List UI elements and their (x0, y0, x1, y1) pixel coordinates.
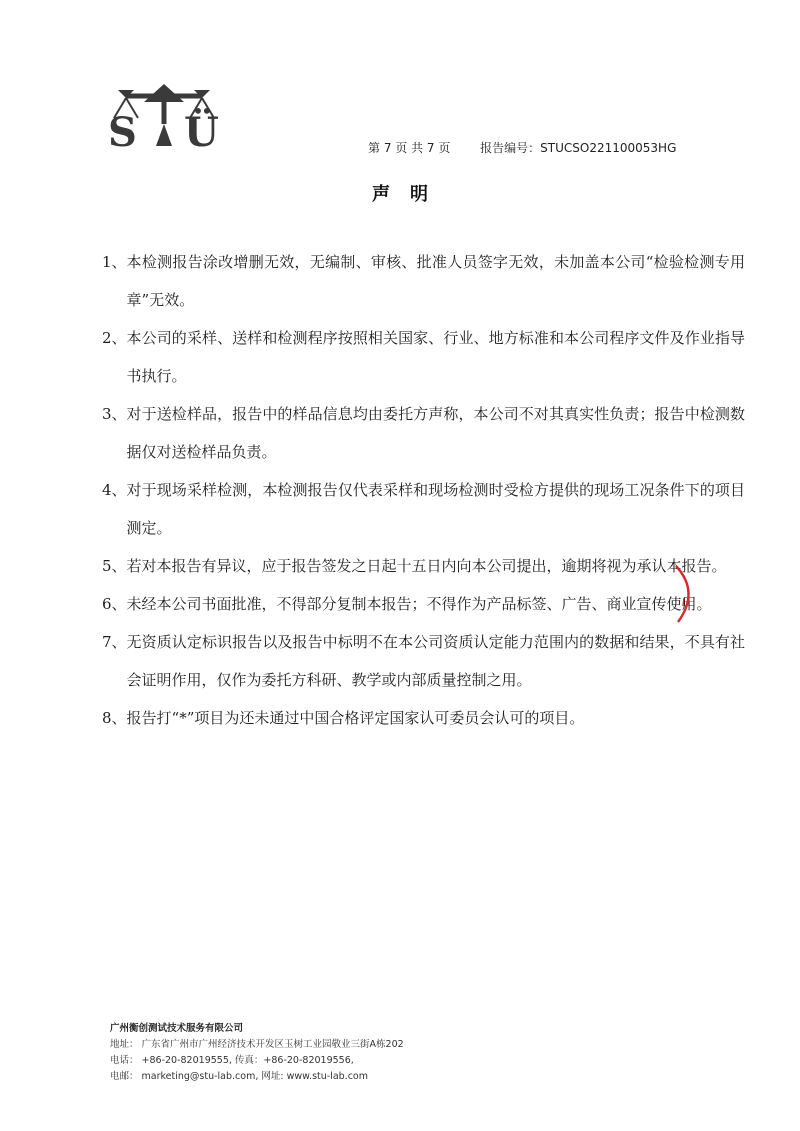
clause-number: 6、 (102, 595, 127, 613)
clause-item (102, 585, 745, 623)
clause-item (102, 471, 745, 547)
clause-text: 无资质认定标识报告以及报告中标明不在本公司资质认定能力范围内的数据和结果，不具有社会证明作用，仅作为委托方科研、教学或内部质量控制之用。 (126, 633, 745, 689)
clause-item (102, 699, 745, 737)
clause-item (102, 547, 745, 585)
clause-number: 1、 (102, 253, 127, 271)
header-info (368, 139, 676, 156)
clause-text: 若对本报告有异议，应于报告签发之日起十五日内向本公司提出，逾期将视为承认本报告。 (126, 557, 727, 575)
clause-number: 5、 (102, 557, 127, 575)
company-name: 广州衡创测试技术服务有限公司 (110, 1023, 244, 1034)
stu-logo (104, 82, 224, 156)
clause-item (102, 395, 745, 471)
svg-text:Ü: Ü (184, 109, 219, 156)
clause-text: 对于现场采样检测，本检测报告仅代表采样和现场检测时受检方提供的现场工况条件下的项目测定。 (126, 481, 745, 537)
clause-text: 报告打“*”项目为还未通过中国合格评定国家认可委员会认可的项目。 (126, 709, 585, 727)
clause-number: 3、 (102, 405, 127, 423)
clause-number: 8、 (102, 709, 127, 727)
company-address: 地址： 广东省广州市广州经济技术开发区玉树工业园敬业三街A栋202 (110, 1039, 404, 1050)
clause-text: 本公司的采样、送样和检测程序按照相关国家、行业、地方标准和本公司程序文件及作业指导书执行。 (126, 329, 745, 385)
clause-number: 7、 (102, 633, 127, 651)
page-title: 声明 (372, 184, 448, 205)
clause-item (102, 623, 745, 699)
clause-item (102, 319, 745, 395)
clause-number: 4、 (102, 481, 127, 499)
report-number: 报告编号：STUCSO221100053HG (480, 141, 677, 155)
footer-contact (110, 1021, 710, 1085)
clause-text: 对于送检样品，报告中的样品信息均由委托方声称，本公司不对其真实性负责；报告中检测数据仅对送检样品负责。 (126, 405, 745, 461)
clause-item (102, 243, 745, 319)
company-phone: 电话： +86-20-82019555, 传真：+86-20-82019556, (110, 1055, 354, 1066)
company-email-web: 电邮： marketing@stu-lab.com, 网址: www.stu-lab.com (110, 1071, 368, 1082)
statement-clauses (102, 243, 745, 737)
clause-text: 未经本公司书面批准，不得部分复制本报告；不得作为产品标签、广告、商业宣传使用。 (126, 595, 712, 613)
clause-text: 本检测报告涂改增删无效，无编制、审核、批准人员签字无效，未加盖本公司“检验检测专用章”无效。 (126, 253, 745, 309)
clause-number: 2、 (102, 329, 127, 347)
svg-text:S: S (108, 109, 137, 156)
seal-stamp-edge (670, 562, 704, 626)
page-info: 第 7 页 共 7 页 (368, 141, 451, 155)
